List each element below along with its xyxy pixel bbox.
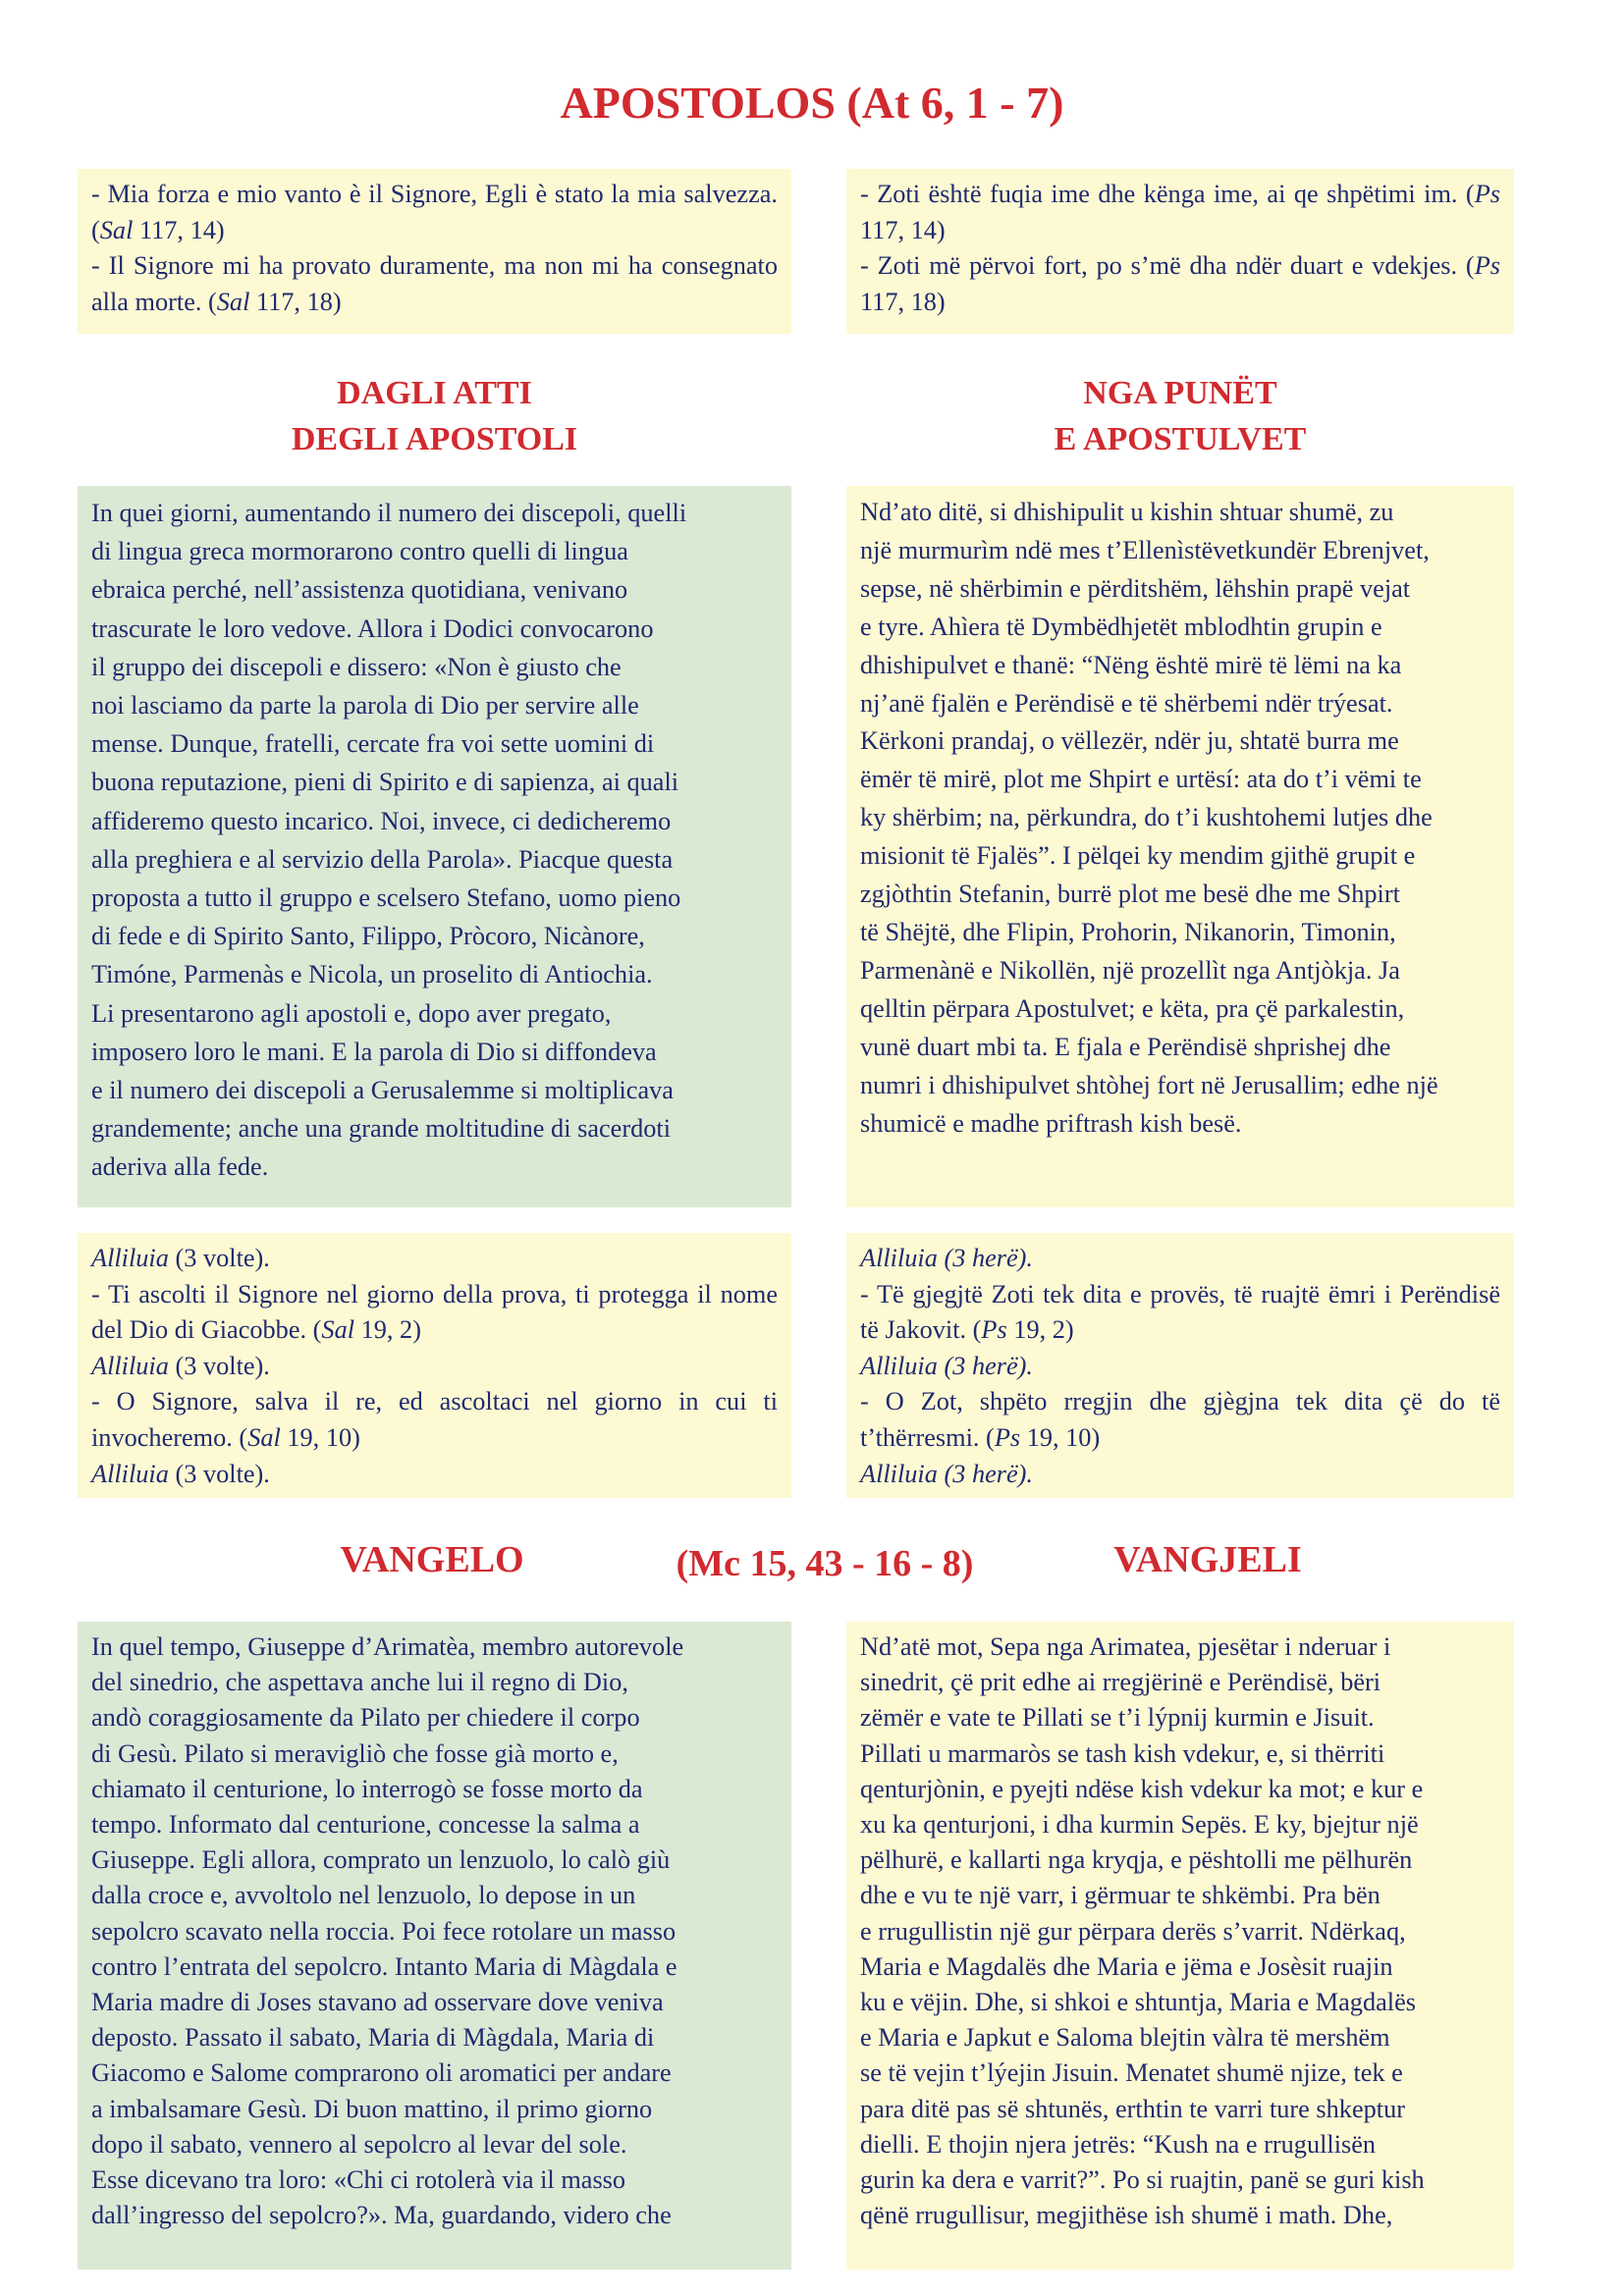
text-line: shumicë e madhe priftrash kish besë. xyxy=(860,1108,1242,1138)
psalm-verse: - Zoti më përvoi fort, po s’më dha ndër duart e vdekjes. (Ps 117, 18) xyxy=(860,251,1500,316)
text-line: misionit të Fjalës”. I pëlqei ky mendim gjithë grupit e xyxy=(860,841,1416,871)
acts-heading-albanian xyxy=(846,370,1514,462)
psalm-box-albanian xyxy=(846,169,1514,334)
alleluia-refrain: Alliluia (3 volte). xyxy=(91,1459,270,1488)
alleluia-refrain: Alliluia (3 volte). xyxy=(91,1351,270,1380)
text-line: Pillati u marmaròs se tash kish vdekur, e, si thërriti xyxy=(860,1738,1385,1768)
text-line: Maria e Magdalës dhe Maria e jëma e Josèsit ruajin xyxy=(860,1951,1393,1981)
gospel-reference: (Mc 15, 43 - 16 - 8) xyxy=(676,1543,974,1584)
text-line: një murmurìm ndë mes t’Ellenìstëvetkundër Ebrenjvet, xyxy=(860,535,1430,564)
text-line: ebraica perché, nell’assistenza quotidiana, venivano xyxy=(91,575,628,605)
text-line: andò coraggiosamente da Pilato per chiedere il corpo xyxy=(91,1703,640,1733)
text-line: ky shërbim; na, përkundra, do t’i kushtohemi lutjes dhe xyxy=(860,803,1433,832)
heading-line: NGA PUNËT xyxy=(1083,375,1277,411)
text-line: sinedrit, çë prit edhe ai rregjërinë e Perëndisë, bëri xyxy=(860,1668,1381,1697)
text-line: dhishipulvet e thanë: “Nëng është mirë të lëmi na ka xyxy=(860,650,1402,679)
text-line: imposero loro le mani. E la parola di Dio si diffondeva xyxy=(91,1037,657,1066)
text-line: di Gesù. Pilato si meravigliò che fosse già morto e, xyxy=(91,1738,619,1768)
text-line: Esse dicevano tra loro: «Chi ci rotolerà via il masso xyxy=(91,2165,626,2195)
gospel-heading-albanian: VANGJELI xyxy=(1113,1539,1302,1580)
alleluia-verse: - Të gjegjtë Zoti tek dita e provës, të ruajtë ëmri i Perëndisë të Jakovit. (Ps 19, 2) xyxy=(860,1279,1500,1345)
text-line: dalla croce e, avvoltolo nel lenzuolo, lo depose in un xyxy=(91,1881,636,1910)
text-line: affideremo questo incarico. Noi, invece, ci dedicheremo xyxy=(91,806,672,835)
text-line: Parmenànë e Nikollën, një prozellìt nga Antjòkja. Ja xyxy=(860,955,1400,985)
text-line: Nd’ato ditë, si dhishipulit u kishin shtuar shumë, zu xyxy=(860,498,1394,526)
alleluia-refrain: Alliluia (3 herë). xyxy=(860,1351,1034,1380)
alleluia-refrain: Alliluia (3 herë). xyxy=(860,1244,1034,1272)
text-line: gurin ka dera e varrit?”. Po si ruajtin, panë se guri kish xyxy=(860,2165,1425,2195)
psalm-box-italian xyxy=(78,169,791,334)
alleluia-box-italian xyxy=(78,1233,791,1498)
psalm-verse: - Il Signore mi ha provato duramente, ma non mi ha consegnato alla morte. (Sal 117, 18) xyxy=(91,251,778,316)
text-line: Nd’atë mot, Sepa nga Arimatea, pjesëtar i nderuar i xyxy=(860,1632,1391,1661)
text-line: zgjòthtin Stefanin, burrë plot me besë dhe me Shpirt xyxy=(860,880,1400,909)
page-title: APOSTOLOS (At 6, 1 - 7) xyxy=(560,78,1064,128)
text-line: a imbalsamare Gesù. Di buon mattino, il primo giorno xyxy=(91,2094,653,2123)
text-line: deposto. Passato il sabato, Maria di Màgdala, Maria di xyxy=(91,2023,655,2053)
text-line: il gruppo dei discepoli e dissero: «Non è giusto che xyxy=(91,652,622,681)
heading-line: E APOSTULVET xyxy=(1054,421,1307,457)
text-line: qenturjònin, e pyejti ndëse kish vdekur ka mot; e kur e xyxy=(860,1774,1424,1803)
acts-reading-albanian xyxy=(846,486,1514,1207)
text-line: e rrugullistin një gur përpara derës s’varrit. Ndërkaq, xyxy=(860,1916,1406,1946)
text-line: sepolcro scavato nella roccia. Poi fece rotolare un masso xyxy=(91,1916,677,1946)
text-line: In quel tempo, Giuseppe d’Arimatèa, membro autorevole xyxy=(91,1632,684,1661)
text-line: del sinedrio, che aspettava anche lui il regno di Dio, xyxy=(91,1668,628,1697)
text-line: trascurate le loro vedove. Allora i Dodici convocarono xyxy=(91,614,654,643)
text-line: xu ka qenturjoni, i dha kurmin Sepës. E ky, bjejtur një xyxy=(860,1810,1419,1840)
text-line: pëlhurë, e kallarti nga kryqja, e pështolli me pëlhurën xyxy=(860,1845,1413,1875)
text-line: nj’anë fjalën e Perëndisë e të shërbemi ndër trýesat. xyxy=(860,688,1393,718)
psalm-verse: - Mia forza e mio vanto è il Signore, Egli è stato la mia salvezza. (Sal 117, 14) xyxy=(91,180,778,244)
text-line: Giuseppe. Egli allora, comprato un lenzuolo, lo calò giù xyxy=(91,1845,671,1875)
text-line: para ditë pas së shtunës, erthtin te varri ture shkeptur xyxy=(860,2094,1405,2123)
text-line: e il numero dei discepoli a Gerusalemme si moltiplicava xyxy=(91,1076,674,1105)
heading-line: DAGLI ATTI xyxy=(337,375,532,411)
text-line: buona reputazione, pieni di Spirito e di sapienza, ai quali xyxy=(91,768,679,797)
text-line: tempo. Informato dal centurione, concesse la salma a xyxy=(91,1810,640,1840)
text-line: Giacomo e Salome comprarono oli aromatici per andare xyxy=(91,2058,672,2088)
alleluia-verse: - O Zot, shpëto rregjin dhe gjègjna tek dita çë do të t’thërresmi. (Ps 19, 10) xyxy=(860,1387,1500,1452)
text-line: qelltin përpara Apostulvet; e këta, pra çë parkalestin, xyxy=(860,993,1405,1023)
alleluia-verse: - O Signore, salva il re, ed ascoltaci nel giorno in cui ti invocheremo. (Sal 19, 10) xyxy=(91,1387,778,1452)
gospel-heading-italian: VANGELO xyxy=(340,1539,524,1580)
text-line: di lingua greca mormorarono contro quelli di lingua xyxy=(91,537,628,566)
text-line: chiamato il centurione, lo interrogò se fosse morto da xyxy=(91,1774,643,1803)
text-line: e Maria e Japkut e Saloma blejtin vàlra të mershëm xyxy=(860,2023,1390,2053)
alleluia-refrain: Alliluia (3 volte). xyxy=(91,1244,270,1272)
text-line: Kërkoni prandaj, o vëllezër, ndër ju, shtatë burra me xyxy=(860,726,1399,756)
text-line: se të vejin t’lýejin Jisuin. Menatet shumë njize, tek e xyxy=(860,2058,1403,2088)
text-line: sepse, në shërbimin e përditshëm, lëhshin prapë vejat xyxy=(860,573,1411,603)
alleluia-refrain: Alliluia (3 herë). xyxy=(860,1459,1034,1488)
alleluia-box-albanian xyxy=(846,1233,1514,1498)
gospel-reading-albanian xyxy=(846,1622,1514,2269)
heading-line: DEGLI APOSTOLI xyxy=(291,421,578,457)
text-line: Maria madre di Joses stavano ad osservare dove veniva xyxy=(91,1988,664,2017)
text-line: numri i dhishipulvet shtòhej fort në Jerusallim; edhe një xyxy=(860,1070,1438,1099)
text-line: alla preghiera e al servizio della Parola». Piacque questa xyxy=(91,844,674,874)
text-line: In quei giorni, aumentando il numero dei discepoli, quelli xyxy=(91,499,687,527)
text-line: Li presentarono agli apostoli e, dopo aver pregato, xyxy=(91,998,612,1028)
text-line: di fede e di Spirito Santo, Filippo, Pròcoro, Nicànore, xyxy=(91,922,645,951)
text-line: grandemente; anche una grande moltitudine di sacerdoti xyxy=(91,1114,671,1144)
psalm-verse: - Zoti është fuqia ime dhe kënga ime, ai qe shpëtimi im. (Ps 117, 14) xyxy=(860,180,1500,244)
text-line: mense. Dunque, fratelli, cercate fra voi sette uomini di xyxy=(91,729,655,759)
text-line: ku e vëjin. Dhe, si shkoi e shtuntja, Maria e Magdalës xyxy=(860,1988,1416,2017)
text-line: contro l’entrata del sepolcro. Intanto Maria di Màgdala e xyxy=(91,1951,677,1981)
text-line: Timóne, Parmenàs e Nicola, un proselito di Antiochia. xyxy=(91,960,653,989)
text-line: ëmër të mirë, plot me Shpirt e urtësí: ata do t’i vëmi te xyxy=(860,765,1422,794)
text-line: vunë duart mbi ta. E fjala e Perëndisë shprishej dhe xyxy=(860,1032,1391,1061)
acts-heading-italian xyxy=(78,370,791,462)
text-line: proposta a tutto il gruppo e scelsero Stefano, uomo pieno xyxy=(91,883,681,913)
text-line: dielli. E thojin njera jetrës: “Kush na e rrugullisën xyxy=(860,2129,1377,2159)
alleluia-verse: - Ti ascolti il Signore nel giorno della prova, ti protegga il nome del Dio di Giacobbe. (Sal 19, 2) xyxy=(91,1279,778,1345)
text-line: dhe e vu te një varr, i gërmuar te shkëmbi. Pra bën xyxy=(860,1881,1380,1910)
acts-reading-italian xyxy=(78,486,791,1207)
text-line: noi lasciamo da parte la parola di Dio per servire alle xyxy=(91,691,639,721)
text-line: qënë rrugullisur, megjithëse ish shumë i math. Dhe, xyxy=(860,2201,1393,2230)
text-line: aderiva alla fede. xyxy=(91,1152,269,1182)
gospel-reading-italian xyxy=(78,1622,791,2269)
text-line: e tyre. Ahìera të Dymbëdhjetët mblodhtin grupin e xyxy=(860,612,1382,641)
text-line: dall’ingresso del sepolcro?». Ma, guardando, videro che xyxy=(91,2201,672,2230)
text-line: zëmër e vate te Pillati se t’i lýpnij kurmin e Jisuit. xyxy=(860,1703,1375,1733)
text-line: të Shëjtë, dhe Flipin, Prohorin, Nikanorin, Timonin, xyxy=(860,917,1396,946)
text-line: dopo il sabato, vennero al sepolcro al levar del sole. xyxy=(91,2129,627,2159)
